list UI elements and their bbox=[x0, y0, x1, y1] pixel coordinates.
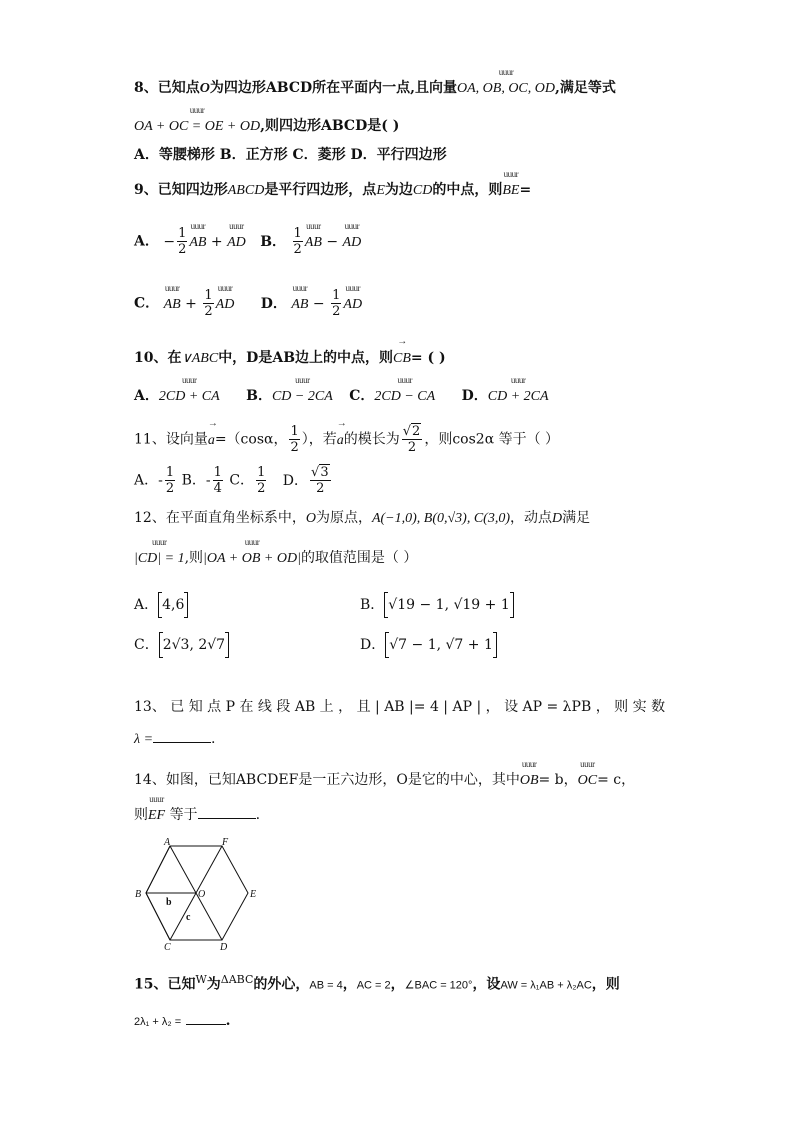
q12-options-d bbox=[360, 632, 497, 658]
q9-opt-c-label: C． bbox=[134, 295, 160, 312]
q15-text-e: ， bbox=[390, 976, 405, 993]
q14-ef: uuur EF bbox=[148, 806, 165, 826]
q15-ac: AC = 2 bbox=[356, 979, 391, 992]
q9-text-b: 是平行四边形，点 bbox=[264, 182, 377, 198]
q10-opt-c-label: C． bbox=[349, 388, 375, 404]
q12-options-c bbox=[134, 632, 229, 658]
q14-answer-blank[interactable] bbox=[198, 804, 256, 819]
line-b-a-diag bbox=[146, 846, 170, 893]
q9-opt-a-label: A． bbox=[134, 233, 159, 250]
q15-end: . bbox=[225, 1013, 231, 1029]
label-o: O bbox=[198, 889, 206, 900]
q10-opt-b-label: B． bbox=[246, 388, 272, 404]
q9-e: E bbox=[376, 183, 385, 198]
q10-opt-a-label: A． bbox=[134, 388, 159, 404]
q8-line1 bbox=[134, 78, 616, 99]
q12-opt-b-label: B． bbox=[360, 597, 385, 613]
label-a: A bbox=[164, 837, 171, 848]
q10-opt-b: uuur CD − 2CA bbox=[272, 387, 333, 407]
q11-text-c: ），若 bbox=[301, 431, 337, 448]
q10-opt-a: uuur 2CD + CA bbox=[159, 387, 220, 407]
q9-opt-a: − $\frac{1}{2}$ uuur AB + uuur AD bbox=[163, 234, 245, 250]
q9-be: uuur BE bbox=[502, 181, 519, 201]
q12-points: A(−1,0), B(0,√3), C(3,0) bbox=[371, 511, 510, 526]
q11-opt-c-label: C． bbox=[229, 472, 255, 489]
q12-o: O bbox=[305, 511, 316, 526]
q10-cb: → CB bbox=[393, 349, 411, 369]
q10-text-a: 10、在 bbox=[134, 350, 182, 366]
q12-text-c: ，动点 bbox=[510, 510, 552, 526]
label-b-vec: b bbox=[166, 897, 172, 908]
line-a-d bbox=[170, 846, 196, 893]
label-d: D bbox=[220, 942, 228, 952]
q8-text-d: ,则四边形ABCD是( ) bbox=[260, 118, 400, 134]
q11-vector-a2: → a bbox=[337, 431, 344, 451]
q9-opt-b-label: B． bbox=[260, 233, 287, 250]
q15-text-a: 15、已知 bbox=[134, 976, 196, 993]
q14-text-c: = c， bbox=[597, 772, 636, 788]
q9-opt-c: uuur AB + $\frac{1}{2}$ uuur AD bbox=[164, 296, 235, 312]
q14-oc: uuur OC bbox=[578, 771, 597, 791]
q12-opt-c: 2√3, 2√7 bbox=[162, 637, 226, 653]
q12-options-b bbox=[360, 592, 514, 618]
q15-text-d: ， bbox=[342, 976, 357, 993]
q8-point-o: O bbox=[199, 81, 210, 96]
label-b: B bbox=[135, 889, 142, 900]
q8-text-a: 8、已知点 bbox=[134, 80, 200, 96]
hexagon-figure bbox=[132, 836, 262, 952]
q8-line2 bbox=[134, 116, 399, 137]
label-e: E bbox=[250, 889, 257, 900]
q12-text-a: 12、在平面直角坐标系中， bbox=[134, 510, 306, 526]
q12-text-d: 满足 bbox=[562, 510, 591, 526]
q9-options-ab bbox=[134, 226, 361, 257]
label-c: C bbox=[164, 942, 171, 952]
q9-options-cd bbox=[134, 288, 362, 319]
q9-cd: CD bbox=[412, 183, 433, 198]
q14-line2 bbox=[134, 804, 260, 826]
q11-text-d: 的模长为 bbox=[343, 431, 400, 448]
q12-opt-d: √7 − 1, √7 + 1 bbox=[389, 637, 493, 653]
q14-text-d: 则 bbox=[134, 807, 148, 823]
q14-text-e: 等于 bbox=[169, 807, 198, 823]
q11-text-e: ，则cos2α 等于（ ） bbox=[424, 431, 560, 448]
q9-text-d: 的中点，则 bbox=[432, 182, 503, 198]
q11-opt-a-label: A．- bbox=[134, 472, 163, 489]
q10-options bbox=[134, 386, 549, 407]
q10-stem bbox=[134, 348, 446, 369]
q12-line1 bbox=[134, 508, 590, 529]
q12-text-e: ,则 bbox=[184, 550, 204, 566]
q14-text-b: = b， bbox=[538, 772, 578, 788]
label-c-vec: c bbox=[186, 912, 191, 923]
q10-triangle: ∨ABC bbox=[181, 351, 219, 366]
q15-aw-expr: AW = λ₁AB + λ₂AC bbox=[500, 979, 592, 992]
q12-opt-a: 4,6 bbox=[162, 597, 185, 613]
line-f-o bbox=[196, 846, 222, 893]
q12-text-b: 为原点， bbox=[315, 510, 372, 526]
q12-d: D bbox=[552, 511, 563, 526]
q10-text-c: = ( ) bbox=[410, 350, 446, 366]
q14-text-f: . bbox=[255, 807, 261, 823]
q14-ob: uuur OB bbox=[520, 771, 539, 791]
q9-text-a: 9、已知四边形 bbox=[134, 182, 228, 198]
q12-opt-b: √19 − 1, √19 + 1 bbox=[388, 597, 510, 613]
q9-opt-d-label: D． bbox=[260, 295, 287, 312]
q8-text-c: ,满足等式 bbox=[555, 80, 616, 96]
q8-options: A．等腰梯形 B．正方形 C．菱形 D．平行四边形 bbox=[134, 147, 447, 163]
q15-line1 bbox=[134, 970, 620, 996]
q13-answer-blank[interactable] bbox=[153, 728, 211, 743]
q11-stem: 11、设向量→ a=（cosα， $\frac{1}{2}$ ），若→ a的模长为 $\frac{√2}{2}$ ，则cos2α 等于（ ） bbox=[134, 424, 559, 455]
q12-sum-expr: uuur |OA + OB + OD| bbox=[203, 549, 301, 569]
q10-opt-d-label: D． bbox=[461, 388, 488, 404]
q11-opt-d-label: D． bbox=[282, 472, 309, 489]
q13-line2: λ = . bbox=[134, 728, 215, 750]
q14-text-a: 14、如图，已知ABCDEF是一正六边形，O是它的中心，其中 bbox=[134, 772, 520, 788]
q12-options-ab bbox=[134, 592, 188, 618]
q14-line1 bbox=[134, 770, 635, 791]
q9-text-e: = bbox=[519, 182, 532, 198]
line-c-o bbox=[170, 893, 196, 940]
q9-abcd: ABCD bbox=[227, 183, 265, 198]
q10-opt-d: uuur CD + 2CA bbox=[488, 387, 549, 407]
q15-ab: AB = 4 bbox=[309, 979, 343, 992]
q15-text-c: 的外心， bbox=[253, 976, 310, 993]
label-f: F bbox=[222, 837, 229, 848]
q15-expr: 2λ₁ + λ₂ = bbox=[134, 1016, 182, 1028]
q11-text-a: 11、设向量 bbox=[134, 431, 208, 448]
line-o-d bbox=[196, 893, 222, 940]
q11-vector-a: → a bbox=[208, 431, 215, 451]
q15-angle: ∠BAC = 120° bbox=[404, 979, 473, 992]
q13-lambda: λ = bbox=[134, 732, 154, 747]
q9-stem bbox=[134, 180, 531, 201]
q8-equation: uuur OA + OC = OE + OD bbox=[134, 117, 260, 137]
q15-text-b: 为 bbox=[206, 976, 221, 993]
q15-text-f: ，设 bbox=[472, 976, 501, 993]
q12-opt-c-label: C． bbox=[134, 637, 159, 653]
q12-text-f: 的取值范围是（ ） bbox=[300, 550, 418, 566]
q10-text-b: 中，D是AB边上的中点，则 bbox=[218, 350, 394, 366]
q12-opt-a-label: A． bbox=[134, 597, 159, 613]
q13-line1: 13、 已 知 点 P 在 线 段 AB 上 ， 且 | AB |= 4 | AP | ， 设 AP = λPB ， 则 实 数 bbox=[134, 699, 666, 715]
q15-text-g: ，则 bbox=[591, 976, 620, 993]
q15-w: W bbox=[195, 973, 207, 986]
q8-text-b: 为四边形ABCD所在平面内一点,且向量 bbox=[209, 80, 457, 96]
q12-opt-d-label: D． bbox=[360, 637, 386, 653]
q9-opt-b: $\frac{1}{2}$ uuur AB − uuur AD bbox=[291, 234, 362, 250]
q9-opt-d: uuur AB − $\frac{1}{2}$ uuur AD bbox=[291, 296, 362, 312]
q11-options: A．- $\frac{1}{2}$ B．- $\frac{1}{4}$ C． $\frac{1}{2}$ D． $\frac{√3}{2}$ bbox=[134, 465, 329, 496]
q9-text-c: 为边 bbox=[384, 182, 413, 198]
q12-cd-eq: uuur |CD| = 1 bbox=[134, 549, 185, 569]
q15-answer-blank[interactable] bbox=[186, 1010, 226, 1025]
q8-vectors: uuur OA, OB, OC, OD bbox=[457, 79, 555, 99]
q15-triangle: ΔABC bbox=[220, 973, 254, 986]
q10-opt-c: uuur 2CD − CA bbox=[374, 387, 435, 407]
q11-opt-b-label: B．- bbox=[181, 472, 211, 489]
q15-line2 bbox=[134, 1010, 230, 1032]
q11-text-b: =（cosα， bbox=[214, 431, 288, 448]
q12-line2 bbox=[134, 548, 417, 569]
